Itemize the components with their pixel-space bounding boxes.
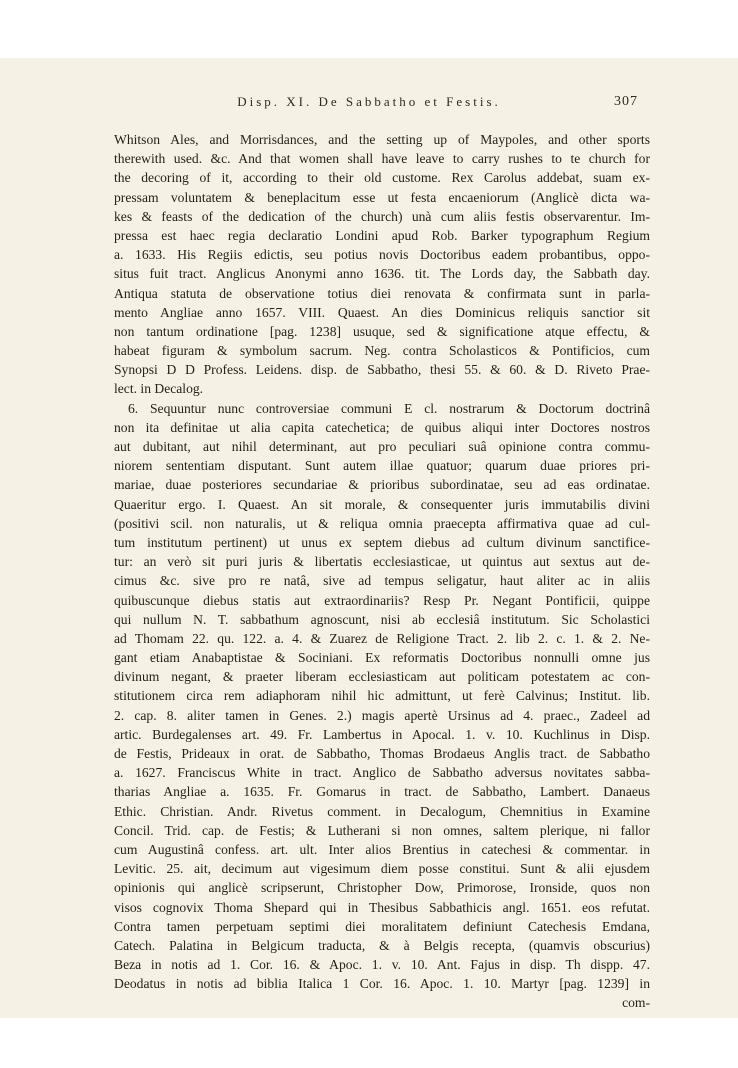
text-line: habeat figuram & symbolum sacrum. Neg. contra Scholasticos & Pontificios, cum: [114, 343, 650, 359]
running-title: Disp. XI. De Sabbatho et Festis.: [237, 94, 501, 109]
text-line: the decoring of it, according to their old custome. Rex Carolus addebat, suam ex-: [114, 170, 650, 186]
text-line: divinum negant, & praeter liberam ecclesiasticam aut politicam potestatem ac con-: [114, 669, 650, 685]
text-line: Beza in notis ad 1. Cor. 16. & Apoc. 1. v. 10. Ant. Fajus in disp. Th dispp. 47.: [114, 957, 650, 973]
text-line: artic. Burdegalenses art. 49. Fr. Lambertus in Apocal. 1. v. 10. Kuchlinus in Disp.: [114, 726, 650, 742]
text-line: a. 1633. His Regiis edictis, seu potius novis Doctoribus eadem probantibus, oppo-: [114, 247, 650, 263]
text-line: non tantum ordinatione [pag. 1238] usuque, sed & significatione atque effectu, &: [114, 323, 650, 339]
text-line: situs fuit tract. Anglicus Anonymi anno 1636. tit. The Lords day, the Sabbath day.: [114, 266, 650, 282]
text-line: stitutionem circa rem adiaphoram nihil hic admittunt, ut ferè Calvinus; Institut. lib.: [114, 688, 650, 704]
text-line: visos cognovix Thoma Shepard qui in Thesibus Sabbathicis angl. 1651. eos refutat.: [114, 899, 650, 915]
text-line: pressam voluntatem & beneplacitum esse ut festa encaeniorum (Anglicè dicta wa-: [114, 189, 650, 205]
text-line: Synopsi D D Profess. Leidens. disp. de Sabbatho, thesi 55. & 60. & D. Riveto Prae-: [114, 362, 650, 378]
text-line: Whitson Ales, and Morrisdances, and the setting up of Maypoles, and other sports: [114, 132, 650, 147]
text-line: tharias Angliae a. 1635. Fr. Gomarus in tract. de Sabbatho, Lambert. Danaeus: [114, 784, 650, 800]
text-line: lect. in Decalog.: [114, 381, 204, 397]
text-line: mariae, duae posteriores secundariae & prioribus subordinatae, seu ad eas ordinatae.: [114, 477, 650, 493]
text-line: cimus &c. sive pro re natâ, sive ad tempus seligatur, haut aliter ac in aliis: [114, 573, 650, 589]
text-line: non ita definitae ut alia capita catechetica; de quibus aliqui inter Doctores nostros: [114, 419, 650, 435]
text-line: cum Augustinâ confess. art. ult. Inter alios Brentius in catechesi & commentar. in: [114, 841, 650, 857]
text-line: tum institutum pertinent) ut unus ex septem diebus ad cultum divinum sanctifice-: [114, 534, 650, 550]
catchword: com-: [622, 995, 650, 1011]
text-line: Concil. Trid. cap. de Festis; & Lutherani si non omnes, saltem plerique, ni fallor: [114, 822, 650, 838]
text-line: tur: an verò sit puri juris & libertatis ecclesiasticae, ut quintus aut sextus aut de-: [114, 554, 650, 570]
text-line: Quaeritur ergo. I. Quaest. An sit morale, & consequenter juris immutabilis divini: [114, 496, 650, 512]
text-line: quibuscunque diebus statis aut extraordinariis? Resp Pr. Negant Pontificii, quippe: [114, 592, 650, 608]
text-line: niorem sententiam disputant. Sunt autem illae quatuor; quarum duae priores pri-: [114, 458, 650, 474]
section-6-start: 6. Sequuntur nunc controversiae communi E cl. nostrarum & Doctorum doctrinâ: [128, 400, 650, 416]
body-text: [114, 130, 650, 1013]
text-line: Ethic. Christian. Andr. Rivetus comment. in Decalogum, Chemnitius in Examine: [114, 803, 650, 819]
text-line: qui nullum N. T. sabbathum agnoscunt, nisi ab ecclesiâ institutum. Sic Scholastici: [114, 611, 650, 627]
text-line: (positivi scil. non naturalis, ut & reliqua omnia praecepta affirmativa quae ad cul-: [114, 515, 650, 531]
running-head: [0, 94, 738, 114]
text-line: kes & feasts of the dedication of the church) unà cum aliis festis observarentur. Im-: [114, 208, 650, 224]
text-line: Contra tamen perpetuam septimi diei moralitatem definiunt Catechesis Emdana,: [114, 918, 650, 934]
text-line: a. 1627. Franciscus White in tract. Anglico de Sabbatho adversus novitates sabba-: [114, 765, 650, 781]
text-line: therewith used. &c. And that women shall have leave to carry rushes to te church for: [114, 151, 650, 167]
text-line: 2. cap. 8. aliter tamen in Genes. 2.) magis apertè Ursinus ad 4. praec., Zadeel ad: [114, 707, 650, 723]
text-line: aut dubitant, aut nihil determinant, aut pro peculiari suâ opinione contra commu-: [114, 439, 650, 454]
text-line: Levitic. 25. ait, decimum aut vigesimum diem posse constitui. Sunt & alii ejusdem: [114, 861, 650, 877]
text-line: opinionis qui anglicè scripserunt, Christopher Dow, Primorose, Ironside, quos non: [114, 880, 650, 896]
text-line: ad Thomam 22. qu. 122. a. 4. & Zuarez de Religione Tract. 2. lib 2. c. 1. & 2. Ne-: [114, 630, 650, 646]
page-number: 307: [614, 94, 638, 109]
text-line: Catech. Palatina in Belgicum traducta, & à Belgis recepta, (quamvis obscurius): [114, 937, 650, 953]
text-line: Antiqua statuta de observatione totius diei renovata & confirmata sunt in parla-: [114, 285, 650, 301]
text-line: de Festis, Prideaux in orat. de Sabbatho, Thomas Brodaeus Anglis tract. de Sabbatho: [114, 746, 650, 761]
text-line: gant etiam Anabaptistae & Sociniani. Ex reformatis Doctoribus nonnulli omne jus: [114, 650, 650, 666]
text-line: pressa est haec regia declaratio Londini apud Rob. Barker typographum Regium: [114, 227, 650, 243]
text-line: Deodatus in notis ad biblia Italica 1 Cor. 16. Apoc. 1. 10. Martyr [pag. 1239] in: [114, 976, 650, 992]
text-line: mento Angliae anno 1657. VIII. Quaest. An dies Dominicus reliquis sanctior sit: [114, 304, 650, 320]
